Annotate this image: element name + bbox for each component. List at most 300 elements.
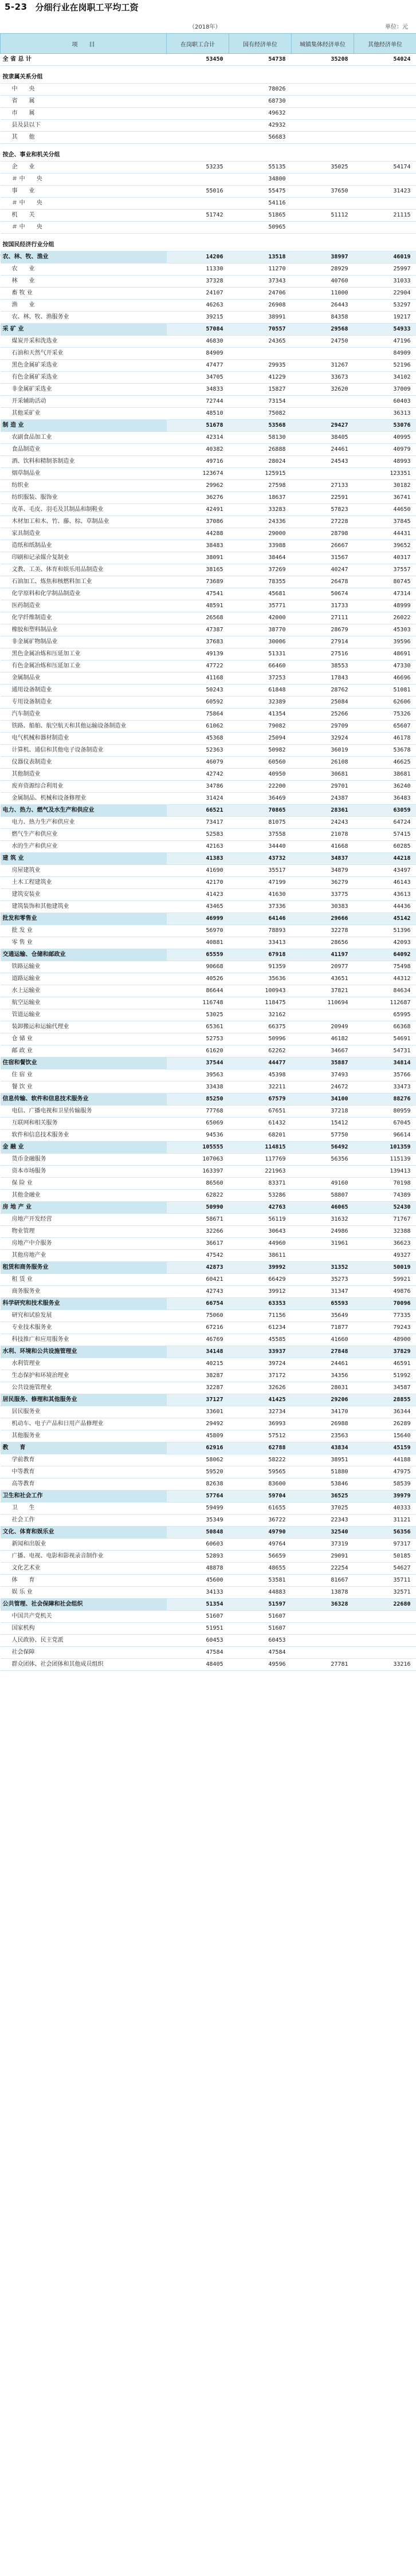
cell-state: 41425 [229,1394,292,1406]
row-label: 建筑安装业 [1,889,167,901]
row-label: 石油加工、炼焦和核燃料加工业 [1,576,167,588]
row-label: 企 业 [1,162,167,174]
cell-other: 80959 [354,1106,416,1118]
cell-total: 45600 [167,1575,229,1587]
row-label: 黑色金属冶炼和压延加工业 [1,648,167,660]
cell-total: 32266 [167,1226,229,1238]
cell-state: 49764 [229,1539,292,1551]
cell-state: 67579 [229,1094,292,1106]
cell-total: 60603 [167,1539,229,1551]
cell-other: 65995 [354,1009,416,1021]
row-label: 煤炭开采和洗选业 [1,336,167,348]
table-row [1,1551,416,1563]
cell-total: 55016 [167,186,229,198]
cell-other: 47330 [354,660,416,672]
cell-total: 53450 [167,54,229,66]
cell-state: 70865 [229,805,292,817]
cell-total: 42314 [167,432,229,444]
cell-state: 49632 [229,108,292,120]
cell-urban-collective: 24461 [292,1358,354,1370]
cell-total: 58671 [167,1214,229,1226]
row-label: 仓 储 业 [1,1033,167,1045]
table-row [1,1515,416,1527]
row-label: 住 宿 业 [1,1069,167,1081]
cell-state: 100943 [229,985,292,997]
cell-other: 31033 [354,276,416,288]
row-label: 电力、热力、燃气及水生产和供应业 [1,805,167,817]
cell-state: 37558 [229,829,292,841]
cell-other: 31423 [354,186,416,198]
cell-total: 38287 [167,1370,229,1382]
cell-total: 40881 [167,937,229,949]
table-row [1,745,416,757]
row-label: 卫 生 [1,1503,167,1515]
cell-other: 40317 [354,552,416,564]
table-row [1,829,416,841]
table-row [1,1539,416,1551]
row-label: 其他房地产业 [1,1250,167,1262]
cell-urban-collective: 31733 [292,600,354,612]
cell-urban-collective [292,1250,354,1262]
row-label: 汽车制造业 [1,709,167,721]
cell-other: 34102 [354,372,416,384]
cell-urban-collective: 32924 [292,733,354,745]
cell-urban-collective [292,150,354,162]
cell-urban-collective: 51880 [292,1466,354,1478]
cell-state: 42000 [229,612,292,624]
cell-state: 66460 [229,660,292,672]
cell-other [354,1635,416,1647]
row-label: 有色金属冶炼和压延加工业 [1,660,167,672]
cell-state: 39724 [229,1358,292,1370]
cell-state: 29935 [229,360,292,372]
cell-state: 53581 [229,1575,292,1587]
cell-other: 63059 [354,805,416,817]
cell-other: 84634 [354,985,416,997]
cell-urban-collective: 32620 [292,384,354,396]
cell-urban-collective: 34170 [292,1406,354,1418]
cell-other: 37845 [354,516,416,528]
table-row [1,1190,416,1202]
cell-total [167,150,229,162]
cell-other: 123351 [354,468,416,480]
table-group-row [1,853,416,865]
cell-total [167,239,229,251]
row-label: 酒、饮料和精制茶制造业 [1,456,167,468]
table-row [1,709,416,721]
cell-other: 46591 [354,1358,416,1370]
table-row [1,1226,416,1238]
cell-total: 123674 [167,468,229,480]
cell-other [354,174,416,186]
table-group-row [1,1599,416,1611]
cell-urban-collective: 51112 [292,210,354,222]
table-row [1,648,416,660]
spacer-row [1,66,416,72]
table-row [1,733,416,745]
cell-urban-collective: 34667 [292,1045,354,1057]
cell-urban-collective [292,1623,354,1635]
table-group-row [1,1346,416,1358]
cell-state: 51597 [229,1599,292,1611]
cell-state: 66429 [229,1274,292,1286]
row-label: 租 赁 业 [1,1274,167,1286]
cell-other: 50185 [354,1551,416,1563]
cell-other: 48900 [354,1334,416,1346]
table-row [1,1430,416,1442]
table-row [1,1118,416,1130]
row-label: 化学原料和化学制品制造业 [1,588,167,600]
cell-total: 35349 [167,1515,229,1527]
cell-state: 22200 [229,781,292,793]
cell-other: 36623 [354,1238,416,1250]
cell-total: 66521 [167,805,229,817]
cell-urban-collective: 41668 [292,841,354,853]
cell-other: 60285 [354,841,416,853]
cell-other: 64092 [354,949,416,961]
cell-urban-collective: 37319 [292,1539,354,1551]
cell-other: 79243 [354,1322,416,1334]
cell-other: 34814 [354,1057,416,1069]
cell-state: 33413 [229,937,292,949]
cell-other: 35766 [354,1069,416,1081]
cell-state: 63353 [229,1298,292,1310]
cell-urban-collective: 30383 [292,901,354,913]
cell-urban-collective [292,132,354,144]
spacer-row [1,234,416,240]
cell-total: 34786 [167,781,229,793]
row-label: ＃ 中 央 [1,174,167,186]
cell-total: 33601 [167,1406,229,1418]
cell-total: 40215 [167,1358,229,1370]
cell-state: 41229 [229,372,292,384]
cell-total: 37328 [167,276,229,288]
table-group-row [1,72,416,84]
cell-urban-collective: 27516 [292,648,354,660]
table-row [1,877,416,889]
cell-urban-collective: 26443 [292,300,354,312]
row-label: 事 业 [1,186,167,198]
cell-state: 60560 [229,757,292,769]
cell-other: 39596 [354,636,416,648]
table-group-row [1,251,416,264]
cell-urban-collective: 37493 [292,1069,354,1081]
cell-other: 51992 [354,1370,416,1382]
table-row [1,973,416,985]
table-row [1,1081,416,1094]
table-row [1,612,416,624]
table-row [1,697,416,709]
cell-urban-collective: 57750 [292,1130,354,1142]
table-row [1,408,416,420]
cell-total: 26568 [167,612,229,624]
cell-urban-collective: 27133 [292,480,354,492]
table-group-row [1,1394,416,1406]
table-row [1,1575,416,1587]
cell-state: 91359 [229,961,292,973]
row-label: 保 险 业 [1,1178,167,1190]
cell-total: 31424 [167,793,229,805]
cell-urban-collective: 23563 [292,1430,354,1442]
cell-state: 118475 [229,997,292,1009]
cell-other: 22680 [354,1599,416,1611]
cell-total: 51607 [167,1611,229,1623]
cell-urban-collective: 24986 [292,1226,354,1238]
cell-total: 59520 [167,1466,229,1478]
cell-total: 61062 [167,721,229,733]
cell-state: 75082 [229,408,292,420]
cell-state: 26888 [229,444,292,456]
cell-other: 101359 [354,1142,416,1154]
cell-total: 56970 [167,925,229,937]
cell-total: 47722 [167,660,229,672]
row-label: 研究和试验发展 [1,1310,167,1322]
cell-total: 53025 [167,1009,229,1021]
row-label: 科技推广和应用服务业 [1,1334,167,1346]
cell-total: 48591 [167,600,229,612]
cell-state: 125915 [229,468,292,480]
row-label: 其 他 [1,132,167,144]
row-label: 燃气生产和供应业 [1,829,167,841]
cell-total: 52583 [167,829,229,841]
cell-other: 49876 [354,1286,416,1298]
cell-state: 68730 [229,96,292,108]
cell-state: 30643 [229,1226,292,1238]
cell-other: 88276 [354,1094,416,1106]
cell-other [354,96,416,108]
spacer-cell [1,66,416,72]
cell-state: 78355 [229,576,292,588]
cell-other: 47975 [354,1466,416,1478]
row-label: 房屋建筑业 [1,865,167,877]
cell-other: 65607 [354,721,416,733]
cell-urban-collective: 65593 [292,1298,354,1310]
cell-other: 70198 [354,1178,416,1190]
cell-state: 47584 [229,1647,292,1659]
cell-state: 34440 [229,841,292,853]
cell-urban-collective: 17843 [292,672,354,685]
cell-total [167,198,229,210]
cell-state: 51331 [229,648,292,660]
cell-total: 46263 [167,300,229,312]
cell-state: 51865 [229,210,292,222]
cell-urban-collective: 31267 [292,360,354,372]
table-row [1,1418,416,1430]
table-row [1,1454,416,1466]
cell-other: 139413 [354,1166,416,1178]
table-row [1,552,416,564]
row-label: 建 筑 业 [1,853,167,865]
row-label: 资本市场服务 [1,1166,167,1178]
row-label: 纺织服装、服饰业 [1,492,167,504]
cell-total: 40526 [167,973,229,985]
cell-other: 54731 [354,1045,416,1057]
cell-state: 71156 [229,1310,292,1322]
cell-state: 13518 [229,251,292,264]
cell-urban-collective: 36019 [292,745,354,757]
table-row [1,624,416,636]
table-row [1,1274,416,1286]
row-label: 航空运输业 [1,997,167,1009]
table-row [1,96,416,108]
cell-urban-collective: 27111 [292,612,354,624]
row-label: 金 融 业 [1,1142,167,1154]
table-row [1,1478,416,1490]
row-label: 专业技术服务业 [1,1322,167,1334]
cell-other: 39652 [354,540,416,552]
row-label: 餐 饮 业 [1,1081,167,1094]
table-row [1,1466,416,1478]
cell-state: 67651 [229,1106,292,1118]
cell-total: 38091 [167,552,229,564]
cell-state [229,150,292,162]
cell-urban-collective [292,96,354,108]
cell-state: 38464 [229,552,292,564]
table-row [1,1009,416,1021]
table-row [1,865,416,877]
cell-total: 29962 [167,480,229,492]
cell-state: 83600 [229,1478,292,1490]
table-row [1,1382,416,1394]
cell-total: 52893 [167,1551,229,1563]
row-label: 社会工作 [1,1515,167,1527]
cell-other: 34587 [354,1382,416,1394]
cell-state: 117769 [229,1154,292,1166]
table-row [1,1647,416,1659]
cell-state: 44883 [229,1587,292,1599]
cell-state: 25094 [229,733,292,745]
cell-urban-collective: 32540 [292,1527,354,1539]
cell-total: 37544 [167,1057,229,1069]
cell-urban-collective: 33775 [292,889,354,901]
row-label: 林 业 [1,276,167,288]
table-row [1,1358,416,1370]
table-group-row [1,1057,416,1069]
cell-state: 39992 [229,1262,292,1274]
table-row [1,1250,416,1262]
table-row [1,961,416,973]
table-group-row [1,1202,416,1214]
cell-urban-collective [292,1635,354,1647]
cell-state: 83371 [229,1178,292,1190]
cell-total: 32287 [167,1382,229,1394]
cell-urban-collective [292,396,354,408]
row-label: 物业管理 [1,1226,167,1238]
cell-other: 84909 [354,348,416,360]
cell-state: 30006 [229,636,292,648]
cell-urban-collective: 13878 [292,1587,354,1599]
table-title [0,0,416,14]
cell-other: 97317 [354,1539,416,1551]
cell-urban-collective: 56356 [292,1154,354,1166]
row-label: 居民服务、修理和其他服务业 [1,1394,167,1406]
cell-total: 34705 [167,372,229,384]
cell-urban-collective: 43651 [292,973,354,985]
table-row [1,348,416,360]
cell-urban-collective: 20977 [292,961,354,973]
cell-urban-collective: 36525 [292,1490,354,1503]
cell-total: 47477 [167,360,229,372]
cell-state: 45585 [229,1334,292,1346]
cell-other: 45159 [354,1442,416,1454]
cell-other: 44218 [354,853,416,865]
row-label: 科学研究和技术服务业 [1,1298,167,1310]
cell-total: 48878 [167,1563,229,1575]
table-row [1,1106,416,1118]
cell-state: 43732 [229,853,292,865]
cell-total: 47584 [167,1647,229,1659]
cell-urban-collective: 31347 [292,1286,354,1298]
cell-urban-collective: 46182 [292,1033,354,1045]
cell-state: 50982 [229,745,292,757]
cell-other: 49327 [354,1250,416,1262]
cell-total: 37086 [167,516,229,528]
row-label: 有色金属矿采选业 [1,372,167,384]
row-label: 农、林、牧、渔业 [1,251,167,264]
cell-total [167,96,229,108]
cell-urban-collective: 43834 [292,1442,354,1454]
cell-urban-collective: 84358 [292,312,354,324]
cell-urban-collective: 29427 [292,420,354,432]
cell-total: 34833 [167,384,229,396]
row-label: 铁路、船舶、航空航天和其他运输设备制造业 [1,721,167,733]
cell-urban-collective: 24672 [292,1081,354,1094]
cell-state: 221963 [229,1166,292,1178]
table-meta [0,22,416,31]
row-label: 电气机械和器材制造业 [1,733,167,745]
cell-urban-collective: 46065 [292,1202,354,1214]
cell-total: 86560 [167,1178,229,1190]
cell-other: 80745 [354,576,416,588]
cell-total: 39215 [167,312,229,324]
cell-total: 42742 [167,769,229,781]
cell-other: 46143 [354,877,416,889]
cell-urban-collective [292,1009,354,1021]
cell-total: 72744 [167,396,229,408]
table-row [1,781,416,793]
cell-other: 37557 [354,564,416,576]
row-label: 批 发 业 [1,925,167,937]
table-row [1,1659,416,1671]
row-label: 皮革、毛皮、羽毛及其制品和制鞋业 [1,504,167,516]
cell-urban-collective: 110694 [292,997,354,1009]
cell-total: 62822 [167,1190,229,1202]
table-row [1,288,416,300]
row-label: 房 地 产 业 [1,1202,167,1214]
cell-urban-collective [292,72,354,84]
cell-total: 46830 [167,336,229,348]
cell-state: 51607 [229,1623,292,1635]
row-label: 专用设备制造业 [1,697,167,709]
cell-total: 84909 [167,348,229,360]
cell-total: 41383 [167,853,229,865]
cell-state: 62262 [229,1045,292,1057]
cell-state: 32211 [229,1081,292,1094]
cell-other: 59921 [354,1274,416,1286]
row-label: 中 央 [1,84,167,96]
cell-total: 86644 [167,985,229,997]
cell-other: 15640 [354,1430,416,1442]
cell-urban-collective: 38997 [292,251,354,264]
cell-state: 45681 [229,588,292,600]
row-label: 橡胶和塑料制品业 [1,624,167,636]
row-label: 化学纤维制造业 [1,612,167,624]
cell-total: 61620 [167,1045,229,1057]
cell-other: 22904 [354,288,416,300]
cell-urban-collective: 29666 [292,913,354,925]
cell-other: 54024 [354,54,416,66]
table-row [1,174,416,186]
